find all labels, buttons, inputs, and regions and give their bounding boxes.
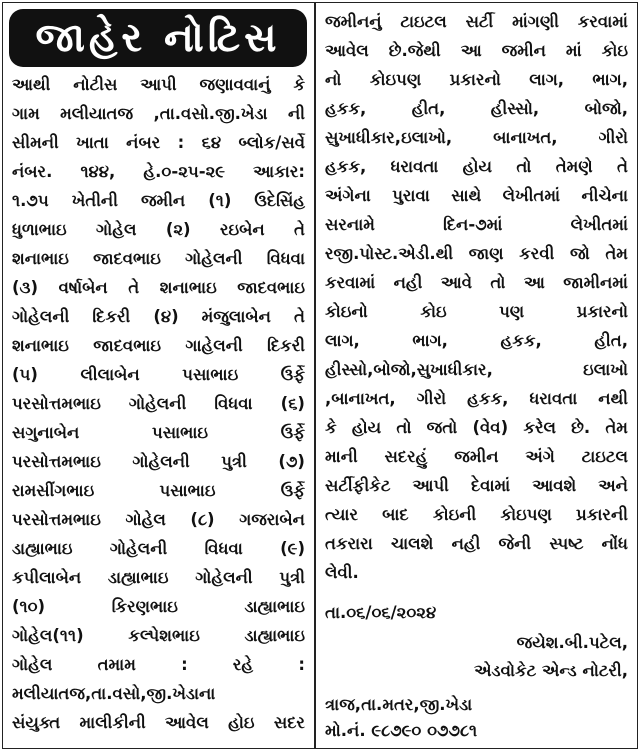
notice-line: કપીલાબેન ડાહ્યાભાઇ ગોહેલની પુત્રી: [12, 568, 305, 587]
notice-line: કરવામાં નહી આવે તો આ જામીનમાં: [325, 273, 628, 292]
notice-line: હીસ્સો,બોજો,સુખાધીકાર, ઇલાખો: [325, 360, 628, 379]
notice-line: (૧૦) કિરણભાઇ ડાહ્યાભાઇ: [12, 597, 305, 616]
notice-line: સુખાધીકાર,ઇલાખો, બાનાખત, ગીરો: [325, 128, 628, 147]
signatory-name: જયેશ.બી.પટેલ,: [516, 633, 628, 652]
notice-line: અંગેના પુરાવા સાથે લેખીતમાં નીચેના: [325, 186, 628, 205]
notice-line: પરસોત્તમભાઇ ગોહેલની વિધવા (૬): [12, 394, 305, 413]
notice-line: કોઇનો કોઇ પણ પ્રકારનો: [325, 302, 628, 321]
notice-line: હકક, હીત, હીસ્સો, બોજો,: [325, 99, 628, 118]
notice-line: રામસીંગભાઇ પસાભાઇ ઉર્ફે: [12, 481, 305, 500]
notice-line: સરનામે દિન-૭માં લેખીતમાં: [325, 215, 628, 234]
notice-title: જાહેર નોટિસ: [9, 9, 307, 67]
notice-line: ગોહેલ(૧૧) કલ્પેશભાઇ ડાહ્યાભાઇ: [12, 626, 305, 645]
public-notice: [2, 2, 638, 749]
notice-line: ડાહ્યાભાઇ ગોહેલની વિધવા (૯): [12, 539, 305, 558]
notice-line: ધુળાભાઇ ગોહેલ (૨) રઇબેન તે: [12, 220, 305, 239]
notice-line: ત્યાર બાદ કોઇની કોઇપણ પ્રકારની: [325, 505, 628, 524]
notice-line: સંયુક્ત માલીકીની આવેલ હોઇ સદર: [12, 713, 305, 732]
notice-date: તા.૦૬/૦૬/૨૦૨૪: [325, 603, 437, 622]
notice-line: નંબર. ૧૪૪, હે.૦-૨૫-૨૯ આકાર:: [12, 162, 305, 181]
notice-line: સર્ટીફીકેટ આપી દેવામાં આવશે અને: [325, 476, 628, 495]
notice-line: રજી.પોસ્ટ.એડી.થી જાણ કરવી જો તેમ: [325, 244, 628, 263]
signatory-role: એડવોકેટ એન્ડ નોટરી,: [474, 661, 628, 680]
notice-line: નો કોઇપણ પ્રકારનો લાગ, ભાગ,: [325, 70, 628, 89]
notice-line: ગામ મલીયાતજ ,તા.વસો.જી.ખેડા ની: [12, 104, 305, 123]
notice-line: માની સદરહું જમીન અંગે ટાઇટલ: [325, 447, 628, 466]
notice-line: પરસોત્તમભાઇ ગોહેલની પુત્રી (૭): [12, 452, 305, 471]
notice-line: સગુનાબેન પસાભાઇ ઉર્ફે: [12, 423, 305, 442]
signatory-address: ત્રાજ,તા.મતર,જી.ખેડા: [325, 695, 473, 714]
notice-line: લાગ, ભાગ, હકક, હીત,: [325, 331, 628, 350]
notice-line: ૧.૭૫ ખેતીની જમીન (૧) ઉદેસિંહ: [12, 191, 305, 210]
signatory-phone: મો.નં. ૯૮૭૯૦ ૦૭૭૮૧: [325, 721, 478, 740]
notice-line: જમીનનું ટાઇટલ સર્ટી માંગણી કરવામાં: [325, 12, 628, 31]
notice-line: શનાભાઇ જાદવભાઇ ગોહેલની વિધવા: [12, 249, 305, 268]
notice-right-column: [316, 3, 637, 748]
notice-line: કે હોય તો જતો (વેવ) કરેલ છે. તેમ: [325, 418, 628, 437]
notice-line: આવેલ છે.જેથી આ જમીન માં કોઇ: [325, 41, 628, 60]
notice-line: ગોહેલ તમામ : રહે :: [12, 655, 305, 674]
notice-line: શનાભાઇ જાદવભાઇ ગાહેલની દિકરી: [12, 336, 305, 355]
notice-line: ગોહેલની દિકરી (૪) મંજુલાબેન તે: [12, 307, 305, 326]
notice-line: આથી નોટીસ આપી જણાવવાનું કે: [12, 75, 305, 94]
notice-line: તકરારા ચાલશે નહી જેની સ્પષ્ટ નોંધ: [325, 534, 628, 553]
notice-line: મલીયાતજ,તા.વસો,જી.ખેડાના: [12, 684, 216, 703]
notice-line: લેવી.: [325, 563, 359, 582]
notice-line: પરસોત્તમભાઇ ગોહેલ (૮) ગજરાબેન: [12, 510, 305, 529]
notice-line: (૩) વર્ષાબેન તે શનાભાઇ જાદવભાઇ: [12, 278, 305, 297]
notice-left-column: [3, 3, 314, 748]
notice-line: હકક, ધરાવતા હોય તો તેમણે તે: [325, 157, 628, 176]
notice-line: (૫) લીલાબેન પસાભાઇ ઉર્ફે: [12, 365, 305, 384]
notice-line: ,બાનાખત, ગીરો હકક, ધરાવતા નથી: [325, 389, 628, 408]
notice-line: સીમની ખાતા નંબર : ૬૪ બ્લોક/સર્વે: [12, 133, 305, 152]
